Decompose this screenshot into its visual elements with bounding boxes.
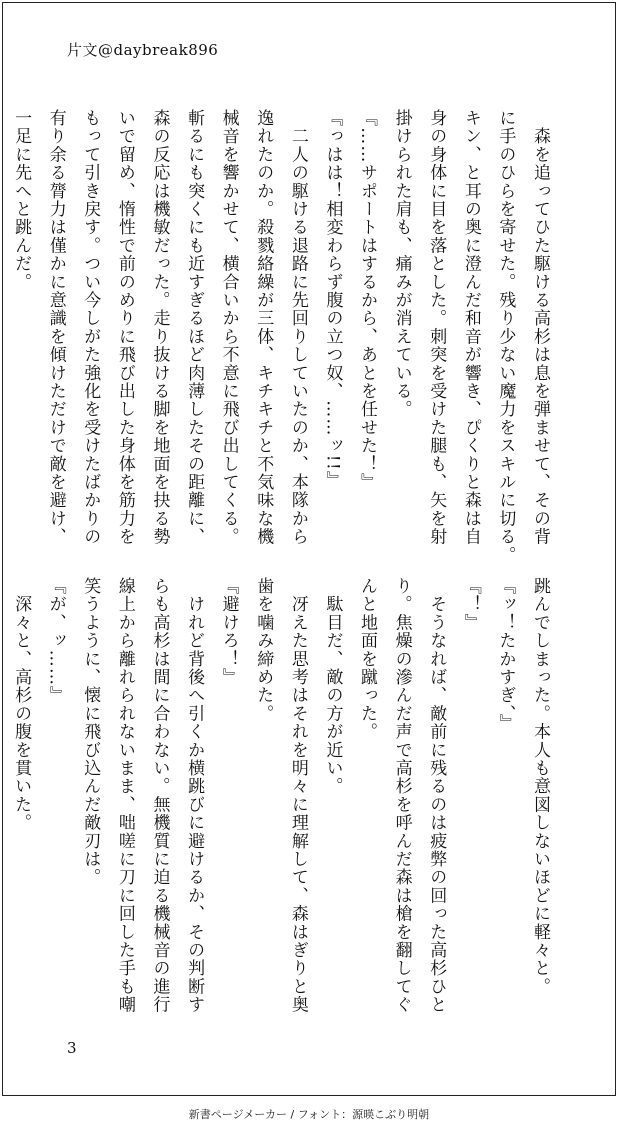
text-column: 笑うように、懐に飛び込んだ敵刃は。 bbox=[80, 577, 101, 887]
text-column: そうなれば、敵前に残るのは疲弊の回った高杉ひと bbox=[426, 577, 447, 1014]
text-column: 逸れたのか。殺戮絡繰が三体、キチキチと不気味な機 bbox=[253, 109, 274, 546]
text-column: に手のひらを寄せた。残り少ない魔力をスキルに切る。 bbox=[495, 109, 516, 564]
text-column: 『避けろ！』 bbox=[218, 577, 239, 687]
text-column: けれど背後へ引くか横跳びに避けるか、その判断す bbox=[184, 577, 205, 1014]
text-column: 冴えた思考はそれを明々に理解して、森はぎりと奥 bbox=[287, 577, 308, 1014]
text-column: り。焦燥の滲んだ声で高杉を呼んだ森は槍を翻してぐ bbox=[391, 577, 412, 1014]
text-column: 『！』 bbox=[460, 577, 481, 632]
text-column: 『が、ッ……』 bbox=[45, 577, 66, 705]
text-column: 深々と、高杉の腹を貫いた。 bbox=[11, 577, 32, 832]
page-number: 3 bbox=[67, 1039, 77, 1057]
text-column: んと地面を蹴った。 bbox=[357, 577, 378, 741]
text-column: もって引き戻す。つい今しがた強化を受けたばかりの bbox=[80, 109, 101, 546]
page-frame bbox=[2, 2, 616, 1096]
text-column: 森の反応は機敏だった。走り抜ける脚を地面を抉る勢 bbox=[149, 109, 170, 546]
footer-credit: 新書ページメーカー / フォント：源暎こぶり明朝 bbox=[188, 1108, 430, 1121]
text-tier-top bbox=[11, 109, 557, 565]
text-column: 二人の駆ける退路に先回りしていたのか、本隊から bbox=[287, 109, 308, 546]
author-header: 片文@daybreak896 bbox=[67, 41, 219, 59]
text-column: 歯を噛み締めた。 bbox=[253, 577, 274, 723]
text-column: 斬るにも突くにも近すぎるほど肉薄したその距離に、 bbox=[184, 109, 205, 546]
text-column: 『っはは！相変わらず腹の立つ奴、……ッ!!』 bbox=[322, 109, 343, 490]
text-column: 身の身体に目を落とした。刺突を受けた腿も、矢を射 bbox=[426, 109, 447, 546]
text-tier-bottom bbox=[11, 577, 557, 1033]
text-column: 森を追ってひた駆ける高杉は息を弾ませて、その背 bbox=[530, 109, 550, 546]
text-column: 跳んでしまった。本人も意図しないほどに軽々と。 bbox=[530, 577, 550, 996]
text-column: らも高杉は間に合わない。無機質に迫る機械音の進行 bbox=[149, 577, 170, 1014]
text-column: キン、と耳の奥に澄んだ和音が響き、ぴくりと森は自 bbox=[460, 109, 481, 546]
text-column: 駄目だ、敵の方が近い。 bbox=[322, 577, 343, 796]
text-column: いで留め、惰性で前のめりに飛び出した身体を筋力を bbox=[114, 109, 135, 546]
text-column: 『……サポートはするから、あとを任せた！』 bbox=[357, 109, 378, 492]
text-column: 械音を響かせて、横合いから不意に飛び出してくる。 bbox=[218, 109, 239, 546]
text-column: 『ッ！たかすぎ、』 bbox=[495, 577, 516, 733]
text-column: 線上から離れられないまま、咄嗟に刀に回した手も嘲 bbox=[114, 577, 135, 1014]
text-column: 有り余る膂力は僅かに意識を傾けただけで敵を避け、 bbox=[45, 109, 66, 546]
text-column: 掛けられた肩も、痛みが消えている。 bbox=[391, 109, 412, 419]
text-column: 一足に先へと跳んだ。 bbox=[11, 109, 32, 291]
